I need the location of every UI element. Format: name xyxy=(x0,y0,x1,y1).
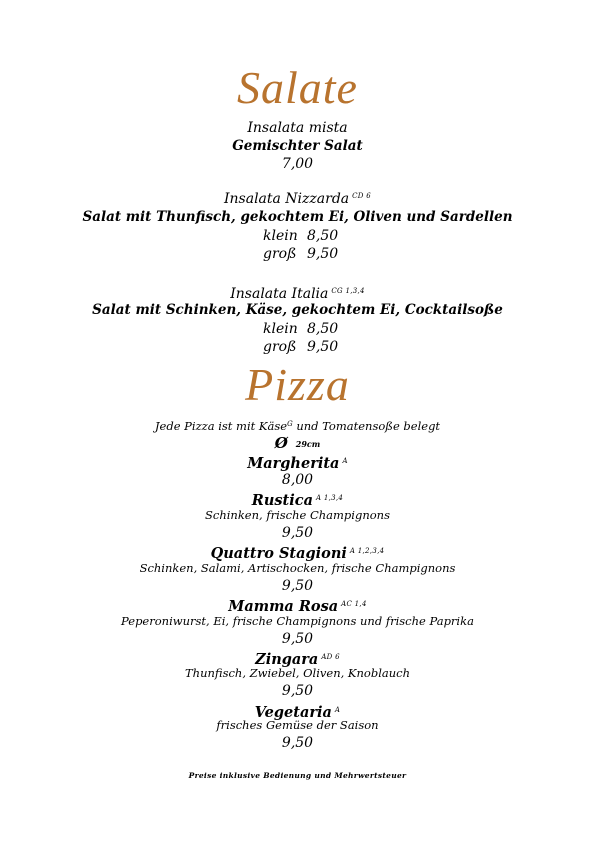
pizza-1-allergens: A xyxy=(342,457,348,465)
salad-1-price: 7,00 xyxy=(281,156,314,172)
salad-3-size-row xyxy=(0,338,595,356)
pizza-2-price: 9,50 xyxy=(281,525,314,541)
size-price: 8,50 xyxy=(307,321,339,337)
pizza-5-allergens: AD 6 xyxy=(321,653,340,661)
size-label: groß xyxy=(263,339,297,355)
size-label: klein xyxy=(263,321,298,337)
size-price: 8,50 xyxy=(307,228,339,244)
salad-3-allergens: CG 1,3,4 xyxy=(331,287,365,295)
pizza-3-price: 9,50 xyxy=(281,578,314,594)
salad-3-name-line xyxy=(0,282,595,303)
pizza-6-name: Vegetaria xyxy=(254,704,332,721)
salad-2-name-line xyxy=(0,187,595,208)
size-price: 9,50 xyxy=(307,246,339,262)
pizza-heading: Pizza xyxy=(245,359,350,410)
pizza-2-desc: Schinken, frische Champignons xyxy=(205,508,390,522)
diameter-symbol: Ø xyxy=(274,434,288,452)
pizza-1-name-line xyxy=(0,452,595,473)
salate-heading: Salate xyxy=(237,62,358,113)
pizza-intro-a: Jede Pizza ist mit Käse xyxy=(154,419,288,433)
size-label: groß xyxy=(263,246,297,262)
pizza-1-price: 8,00 xyxy=(281,472,314,488)
pizza-3-desc: Schinken, Salami, Artischocken, frische Champignons xyxy=(139,561,456,575)
size-label: klein xyxy=(263,228,298,244)
size-price: 9,50 xyxy=(307,339,339,355)
pizza-4-price: 9,50 xyxy=(281,631,314,647)
pizza-5-desc: Thunfisch, Zwiebel, Oliven, Knoblauch xyxy=(185,666,410,680)
salad-3-name: Insalata Italia xyxy=(230,286,329,302)
pizza-2-name: Rustica xyxy=(251,492,313,509)
pizza-intro-b: und Tomatensoße belegt xyxy=(292,419,441,433)
pizza-6-allergens: A xyxy=(334,706,341,714)
pizza-diameter xyxy=(0,434,595,452)
pizza-intro-allergen: G xyxy=(287,420,293,428)
salad-3-desc: Salat mit Schinken, Käse, gekochtem Ei, Cocktailsoße xyxy=(92,302,503,318)
salad-2-allergens: CD 6 xyxy=(352,192,371,200)
pizza-2-allergens: A 1,3,4 xyxy=(315,494,344,502)
pizza-6-price: 9,50 xyxy=(281,735,314,751)
salad-3-size-row xyxy=(0,320,595,338)
pizza-5-name: Zingara xyxy=(255,651,319,668)
pizza-4-allergens: AC 1,4 xyxy=(341,600,367,608)
diameter-value: 29cm xyxy=(295,439,321,449)
pizza-5-price: 9,50 xyxy=(281,683,314,699)
pizza-3-allergens: A 1,2,3,4 xyxy=(349,547,385,555)
salad-1-desc: Gemischter Salat xyxy=(232,138,363,154)
pizza-3-name: Quattro Stagioni xyxy=(210,545,347,562)
pizza-1-name: Margherita xyxy=(247,455,340,472)
salad-2-size-row xyxy=(0,227,595,245)
pizza-intro xyxy=(0,416,595,434)
footer-note: Preise inklusive Bedienung und Mehrwertsteuer xyxy=(188,771,407,780)
salad-1-name: Insalata mista xyxy=(247,120,348,136)
pizza-6-desc: frisches Gemüse der Saison xyxy=(216,718,379,732)
salad-2-name: Insalata Nizzarda xyxy=(223,191,350,207)
pizza-4-name: Mamma Rosa xyxy=(228,598,339,615)
salad-2-desc: Salat mit Thunfisch, gekochtem Ei, Oliven und Sardellen xyxy=(82,209,513,225)
pizza-4-desc: Peperoniwurst, Ei, frische Champignons und frische Paprika xyxy=(121,614,474,628)
salad-2-size-row xyxy=(0,245,595,263)
